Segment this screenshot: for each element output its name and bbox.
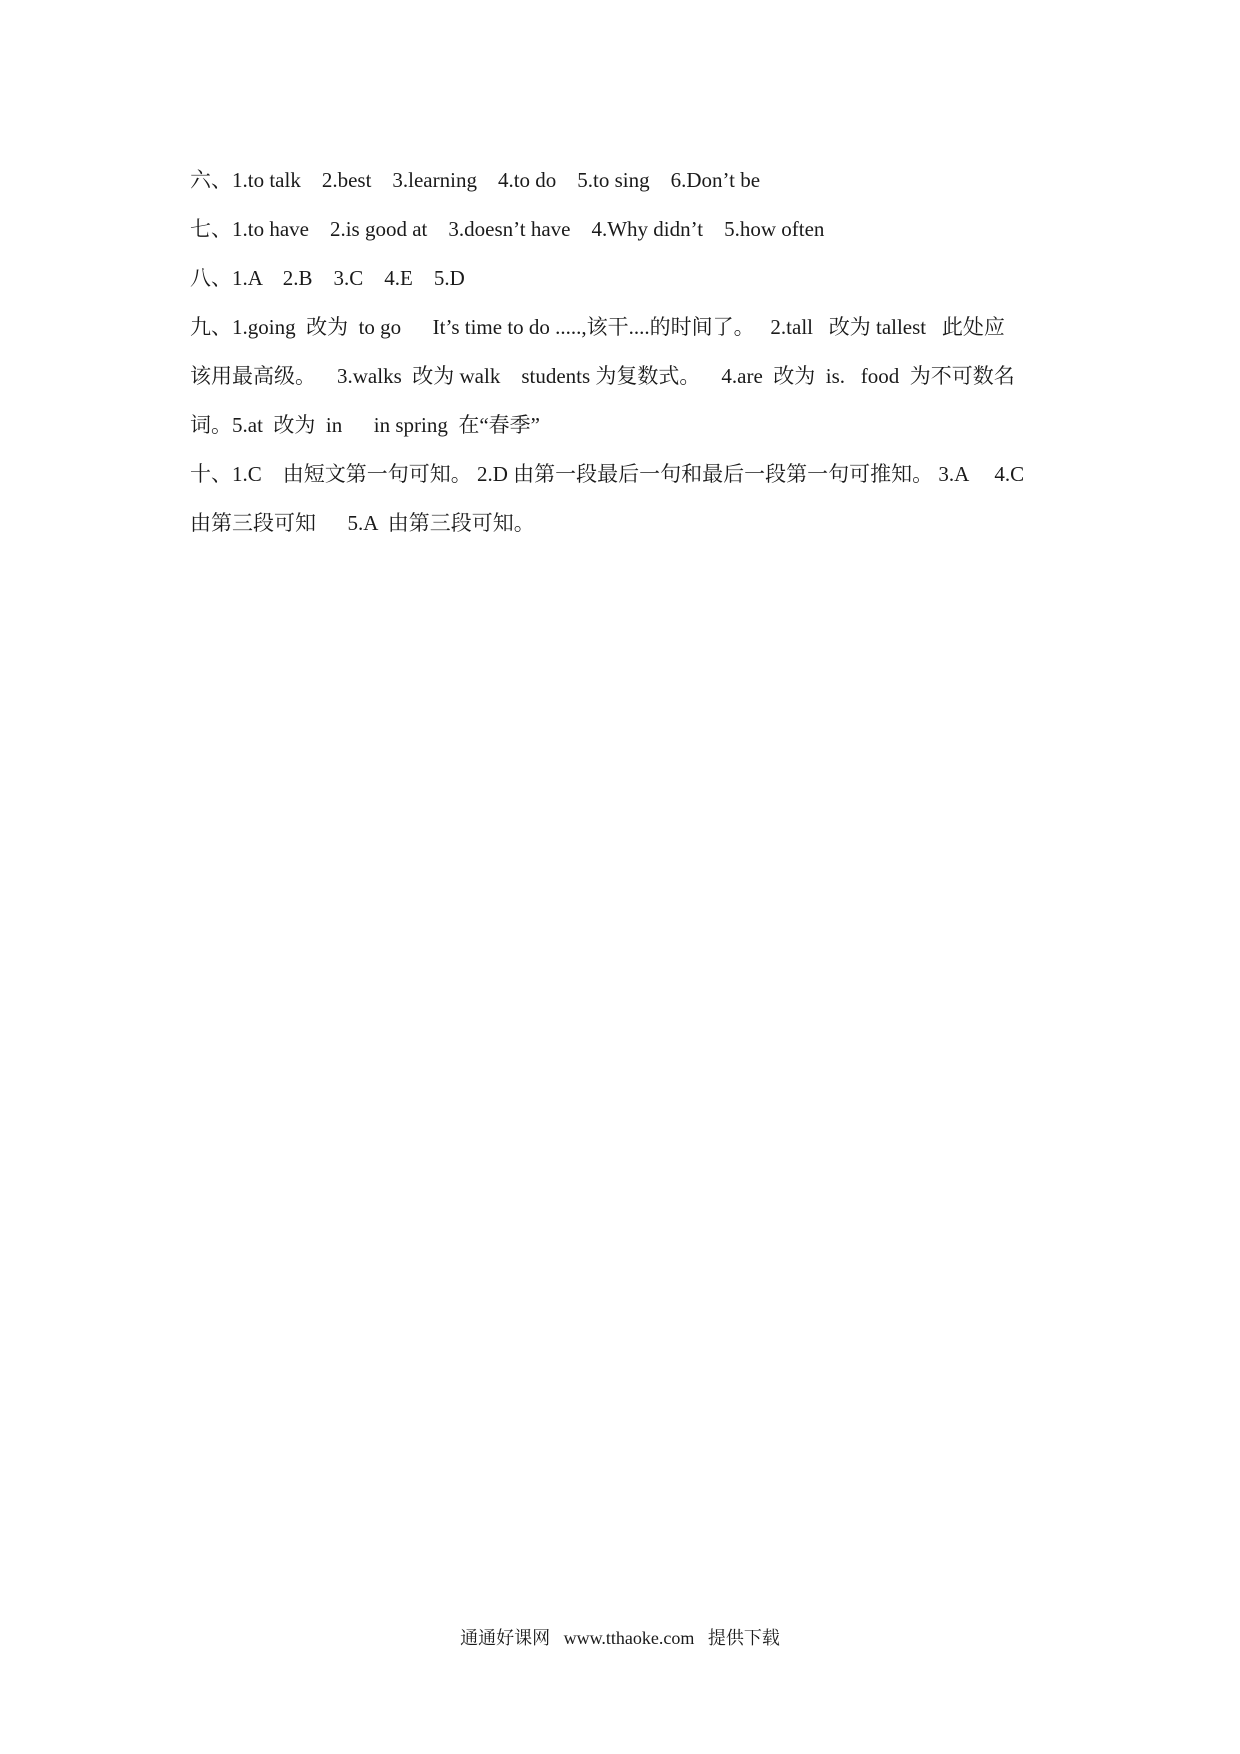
page-footer: 通通好课网 www.tthaoke.com 提供下载 — [460, 1628, 780, 1648]
answer-line-section-10-cont: 由第三段可知 5.A 由第三段可知。 — [190, 511, 535, 535]
answer-line-section-9-cont-2: 词。5.at 改为 in in spring 在“春季” — [190, 413, 540, 437]
answer-line-section-9: 九、1.going 改为 to go It’s time to do .....,该干....的时间了。 2.tall 改为 tallest 此处应 — [190, 315, 1005, 339]
answer-key — [190, 156, 1060, 548]
answer-line-section-8: 八、1.A 2.B 3.C 4.E 5.D — [190, 266, 465, 290]
answer-line-section-6: 六、1.to talk 2.best 3.learning 4.to do 5.to sing 6.Don’t be — [190, 168, 761, 192]
answer-line-section-7: 七、1.to have 2.is good at 3.doesn’t have 4.Why didn’t 5.how often — [190, 217, 825, 241]
answer-line-section-9-cont-1: 该用最高级。 3.walks 改为 walk students 为复数式。 4.are 改为 is. food 为不可数名 — [190, 364, 1015, 388]
answer-line-section-10: 十、1.C 由短文第一句可知。 2.D 由第一段最后一句和最后一段第一句可推知。 3.A 4.C — [190, 462, 1025, 486]
